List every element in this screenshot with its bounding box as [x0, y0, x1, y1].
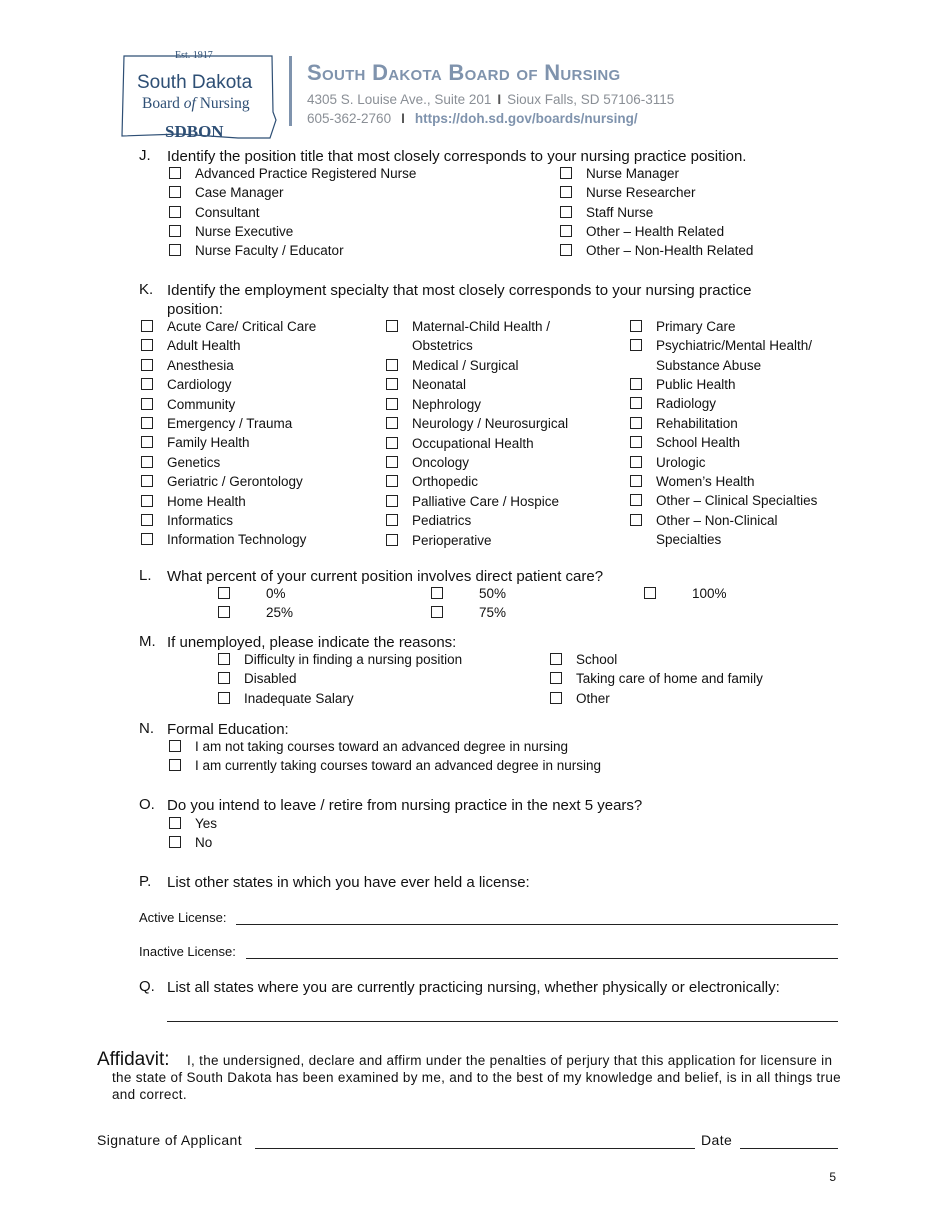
checkbox[interactable] — [630, 320, 642, 332]
checkbox[interactable] — [560, 186, 572, 198]
checkbox-option[interactable]: Informatics — [141, 511, 233, 530]
question-m-text: If unemployed, please indicate the reasons: — [167, 634, 457, 651]
checkbox-option[interactable]: Cardiology — [141, 375, 232, 394]
checkbox[interactable] — [141, 495, 153, 507]
checkbox-option[interactable]: Orthopedic — [386, 472, 478, 491]
checkbox[interactable] — [550, 692, 562, 704]
checkbox-option[interactable]: Difficulty in finding a nursing position — [218, 650, 462, 669]
checkbox[interactable] — [630, 514, 642, 526]
checkbox-option[interactable]: Geriatric / Gerontology — [141, 472, 303, 491]
checkbox-option[interactable]: Case Manager — [169, 183, 284, 202]
affidavit-text: I, the undersigned, declare and affirm under the penalties of perjury that this application for licensure in the state of South Dakota has been examined by me, and to the best of my knowledge and belief, is in all things true and correct. — [112, 1053, 841, 1102]
checkbox-option[interactable]: Other – Health Related — [560, 222, 724, 241]
sdbon-logo — [120, 50, 280, 145]
checkbox[interactable] — [386, 514, 398, 526]
checkbox-option[interactable]: Anesthesia — [141, 356, 234, 375]
checkbox[interactable] — [386, 437, 398, 449]
checkbox-option[interactable]: Public Health — [630, 375, 736, 394]
checkbox[interactable] — [386, 475, 398, 487]
checkbox-option[interactable]: Neurology / Neurosurgical — [386, 414, 568, 433]
checkbox-option[interactable]: School Health — [630, 433, 740, 452]
checkbox[interactable] — [141, 378, 153, 390]
question-p-text: List other states in which you have ever held a license: — [167, 874, 530, 891]
checkbox-option-50pct[interactable]: 50% — [431, 584, 506, 603]
option-continuation: Obstetrics — [412, 338, 473, 353]
date-label: Date — [701, 1132, 733, 1148]
checkbox-option-25pct[interactable]: 25% — [218, 603, 293, 622]
active-license-field[interactable] — [236, 924, 838, 925]
checkbox[interactable] — [141, 339, 153, 351]
option-continuation: Specialties — [656, 532, 722, 547]
inactive-license-label: Inactive License: — [139, 944, 236, 959]
checkbox-option[interactable]: I am currently taking courses toward an advanced degree in nursing — [169, 756, 601, 775]
question-k-letter: K. — [139, 281, 154, 298]
checkbox[interactable] — [169, 206, 181, 218]
practicing-states-field[interactable] — [167, 1021, 838, 1022]
checkbox-option[interactable]: Taking care of home and family — [550, 669, 763, 688]
checkbox[interactable] — [630, 378, 642, 390]
org-address-line: 4305 S. Louise Ave., Suite 201 I Sioux Falls, SD 57106-3115 — [307, 92, 675, 107]
checkbox[interactable] — [431, 606, 443, 618]
checkbox[interactable] — [386, 417, 398, 429]
question-o-letter: O. — [139, 796, 155, 813]
date-field[interactable] — [740, 1148, 838, 1149]
checkbox-option-100pct[interactable]: 100% — [644, 584, 727, 603]
question-l-text: What percent of your current position involves direct patient care? — [167, 568, 604, 585]
checkbox-option[interactable]: School — [550, 650, 617, 669]
checkbox-option[interactable]: Staff Nurse — [560, 203, 653, 222]
checkbox-option[interactable]: Acute Care/ Critical Care — [141, 317, 316, 336]
checkbox-option[interactable]: Consultant — [169, 203, 260, 222]
signature-label: Signature of Applicant — [97, 1132, 243, 1148]
checkbox[interactable] — [169, 244, 181, 256]
org-url-link[interactable]: https://doh.sd.gov/boards/nursing/ — [414, 111, 638, 126]
checkbox[interactable] — [560, 206, 572, 218]
checkbox[interactable] — [218, 653, 230, 665]
question-j-letter: J. — [139, 147, 151, 164]
checkbox-option[interactable]: Women’s Health — [630, 472, 755, 491]
checkbox-option[interactable]: Nephrology — [386, 395, 481, 414]
org-contact-line: 605-362-2760 I https://doh.sd.gov/boards/nursing/ — [307, 111, 638, 126]
checkbox[interactable] — [560, 167, 572, 179]
question-m-letter: M. — [139, 633, 156, 650]
checkbox[interactable] — [169, 759, 181, 771]
checkbox-option[interactable]: Neonatal — [386, 375, 466, 394]
question-k-text: Identify the employment specialty that most closely corresponds to your nursing practice position: — [167, 282, 752, 318]
checkbox[interactable] — [644, 587, 656, 599]
checkbox[interactable] — [630, 339, 642, 351]
checkbox[interactable] — [386, 359, 398, 371]
checkbox[interactable] — [218, 692, 230, 704]
checkbox[interactable] — [386, 456, 398, 468]
checkbox-option[interactable]: I am not taking courses toward an advanced degree in nursing — [169, 737, 568, 756]
checkbox[interactable] — [630, 494, 642, 506]
question-n-text: Formal Education: — [167, 721, 289, 738]
checkbox-option[interactable]: Adult Health — [141, 336, 241, 355]
logo-line2: Board of Nursing — [142, 95, 250, 112]
checkbox-option[interactable]: Yes — [169, 814, 217, 833]
checkbox[interactable] — [141, 417, 153, 429]
checkbox[interactable] — [169, 225, 181, 237]
checkbox-option[interactable]: Nurse Manager — [560, 164, 679, 183]
checkbox[interactable] — [218, 672, 230, 684]
checkbox-option[interactable]: Family Health — [141, 433, 250, 452]
checkbox[interactable] — [386, 398, 398, 410]
checkbox[interactable] — [141, 398, 153, 410]
question-q-text: List all states where you are currently practicing nursing, whether physically or electronically: — [167, 979, 780, 996]
checkbox-option[interactable]: Home Health — [141, 492, 246, 511]
checkbox[interactable] — [386, 320, 398, 332]
checkbox[interactable] — [169, 167, 181, 179]
checkbox[interactable] — [218, 587, 230, 599]
checkbox[interactable] — [141, 475, 153, 487]
checkbox[interactable] — [169, 836, 181, 848]
checkbox-option[interactable]: Genetics — [141, 453, 220, 472]
page-number: 5 — [829, 1170, 836, 1184]
inactive-license-field[interactable] — [246, 958, 838, 959]
checkbox[interactable] — [630, 456, 642, 468]
checkbox-option[interactable]: Rehabilitation — [630, 414, 738, 433]
checkbox-option[interactable]: Urologic — [630, 453, 706, 472]
checkbox-option[interactable]: Information Technology — [141, 530, 306, 549]
logo-line1: South Dakota — [137, 72, 253, 93]
checkbox-option[interactable]: Palliative Care / Hospice — [386, 492, 559, 511]
header-divider — [289, 56, 292, 126]
checkbox-option[interactable]: Disabled — [218, 669, 297, 688]
checkbox-option-0pct[interactable]: 0% — [218, 584, 286, 603]
checkbox[interactable] — [169, 740, 181, 752]
checkbox[interactable] — [386, 534, 398, 546]
checkbox-option[interactable]: Other – Clinical Specialties — [630, 491, 817, 510]
question-l-letter: L. — [139, 567, 152, 584]
checkbox[interactable] — [218, 606, 230, 618]
checkbox-option[interactable]: Community — [141, 395, 235, 414]
checkbox[interactable] — [630, 417, 642, 429]
checkbox-option[interactable]: Other – Non-Health Related — [560, 241, 753, 260]
active-license-label: Active License: — [139, 910, 227, 925]
checkbox[interactable] — [169, 186, 181, 198]
checkbox[interactable] — [141, 514, 153, 526]
checkbox-option[interactable]: Emergency / Trauma — [141, 414, 292, 433]
checkbox-option[interactable]: Radiology — [630, 394, 716, 413]
checkbox[interactable] — [431, 587, 443, 599]
checkbox-option[interactable]: Other — [550, 689, 610, 708]
org-name: South Dakota Board of Nursing — [307, 60, 621, 85]
checkbox[interactable] — [386, 495, 398, 507]
question-o-text: Do you intend to leave / retire from nursing practice in the next 5 years? — [167, 797, 643, 814]
checkbox[interactable] — [630, 397, 642, 409]
checkbox[interactable] — [141, 436, 153, 448]
checkbox[interactable] — [141, 320, 153, 332]
checkbox-option-75pct[interactable]: 75% — [431, 603, 506, 622]
checkbox-option[interactable]: Nurse Executive — [169, 222, 293, 241]
question-p-letter: P. — [139, 873, 152, 890]
question-j-text: Identify the position title that most closely corresponds to your nursing practice position. — [167, 148, 747, 165]
checkbox[interactable] — [560, 244, 572, 256]
logo-est: Est. 1917 — [175, 50, 213, 61]
signature-field[interactable] — [255, 1148, 695, 1149]
checkbox[interactable] — [630, 475, 642, 487]
checkbox-option[interactable]: Advanced Practice Registered Nurse — [169, 164, 416, 183]
checkbox-option[interactable]: No — [169, 833, 212, 852]
question-n-letter: N. — [139, 720, 154, 737]
checkbox[interactable] — [141, 456, 153, 468]
checkbox[interactable] — [141, 533, 153, 545]
checkbox-option[interactable]: Oncology — [386, 453, 469, 472]
checkbox-option[interactable]: Primary Care — [630, 317, 736, 336]
checkbox[interactable] — [550, 653, 562, 665]
option-continuation: Substance Abuse — [656, 358, 762, 373]
checkbox[interactable] — [550, 672, 562, 684]
checkbox-option[interactable]: Psychiatric/Mental Health/ — [630, 336, 812, 355]
checkbox-option[interactable]: Other – Non-Clinical — [630, 511, 778, 530]
affidavit-title: Affidavit: — [97, 1049, 170, 1070]
logo-abbr: SDBON — [165, 122, 224, 141]
checkbox-option[interactable]: Pediatrics — [386, 511, 471, 530]
checkbox[interactable] — [169, 817, 181, 829]
checkbox-option[interactable]: Nurse Researcher — [560, 183, 696, 202]
checkbox[interactable] — [141, 359, 153, 371]
question-q-letter: Q. — [139, 978, 155, 995]
checkbox[interactable] — [560, 225, 572, 237]
checkbox-option[interactable]: Medical / Surgical — [386, 356, 519, 375]
checkbox-option[interactable]: Inadequate Salary — [218, 689, 354, 708]
checkbox[interactable] — [386, 378, 398, 390]
checkbox-option[interactable]: Occupational Health — [386, 434, 534, 453]
checkbox-option[interactable]: Perioperative — [386, 531, 492, 550]
checkbox[interactable] — [630, 436, 642, 448]
checkbox-option[interactable]: Maternal-Child Health / — [386, 317, 550, 336]
checkbox-option[interactable]: Nurse Faculty / Educator — [169, 241, 344, 260]
